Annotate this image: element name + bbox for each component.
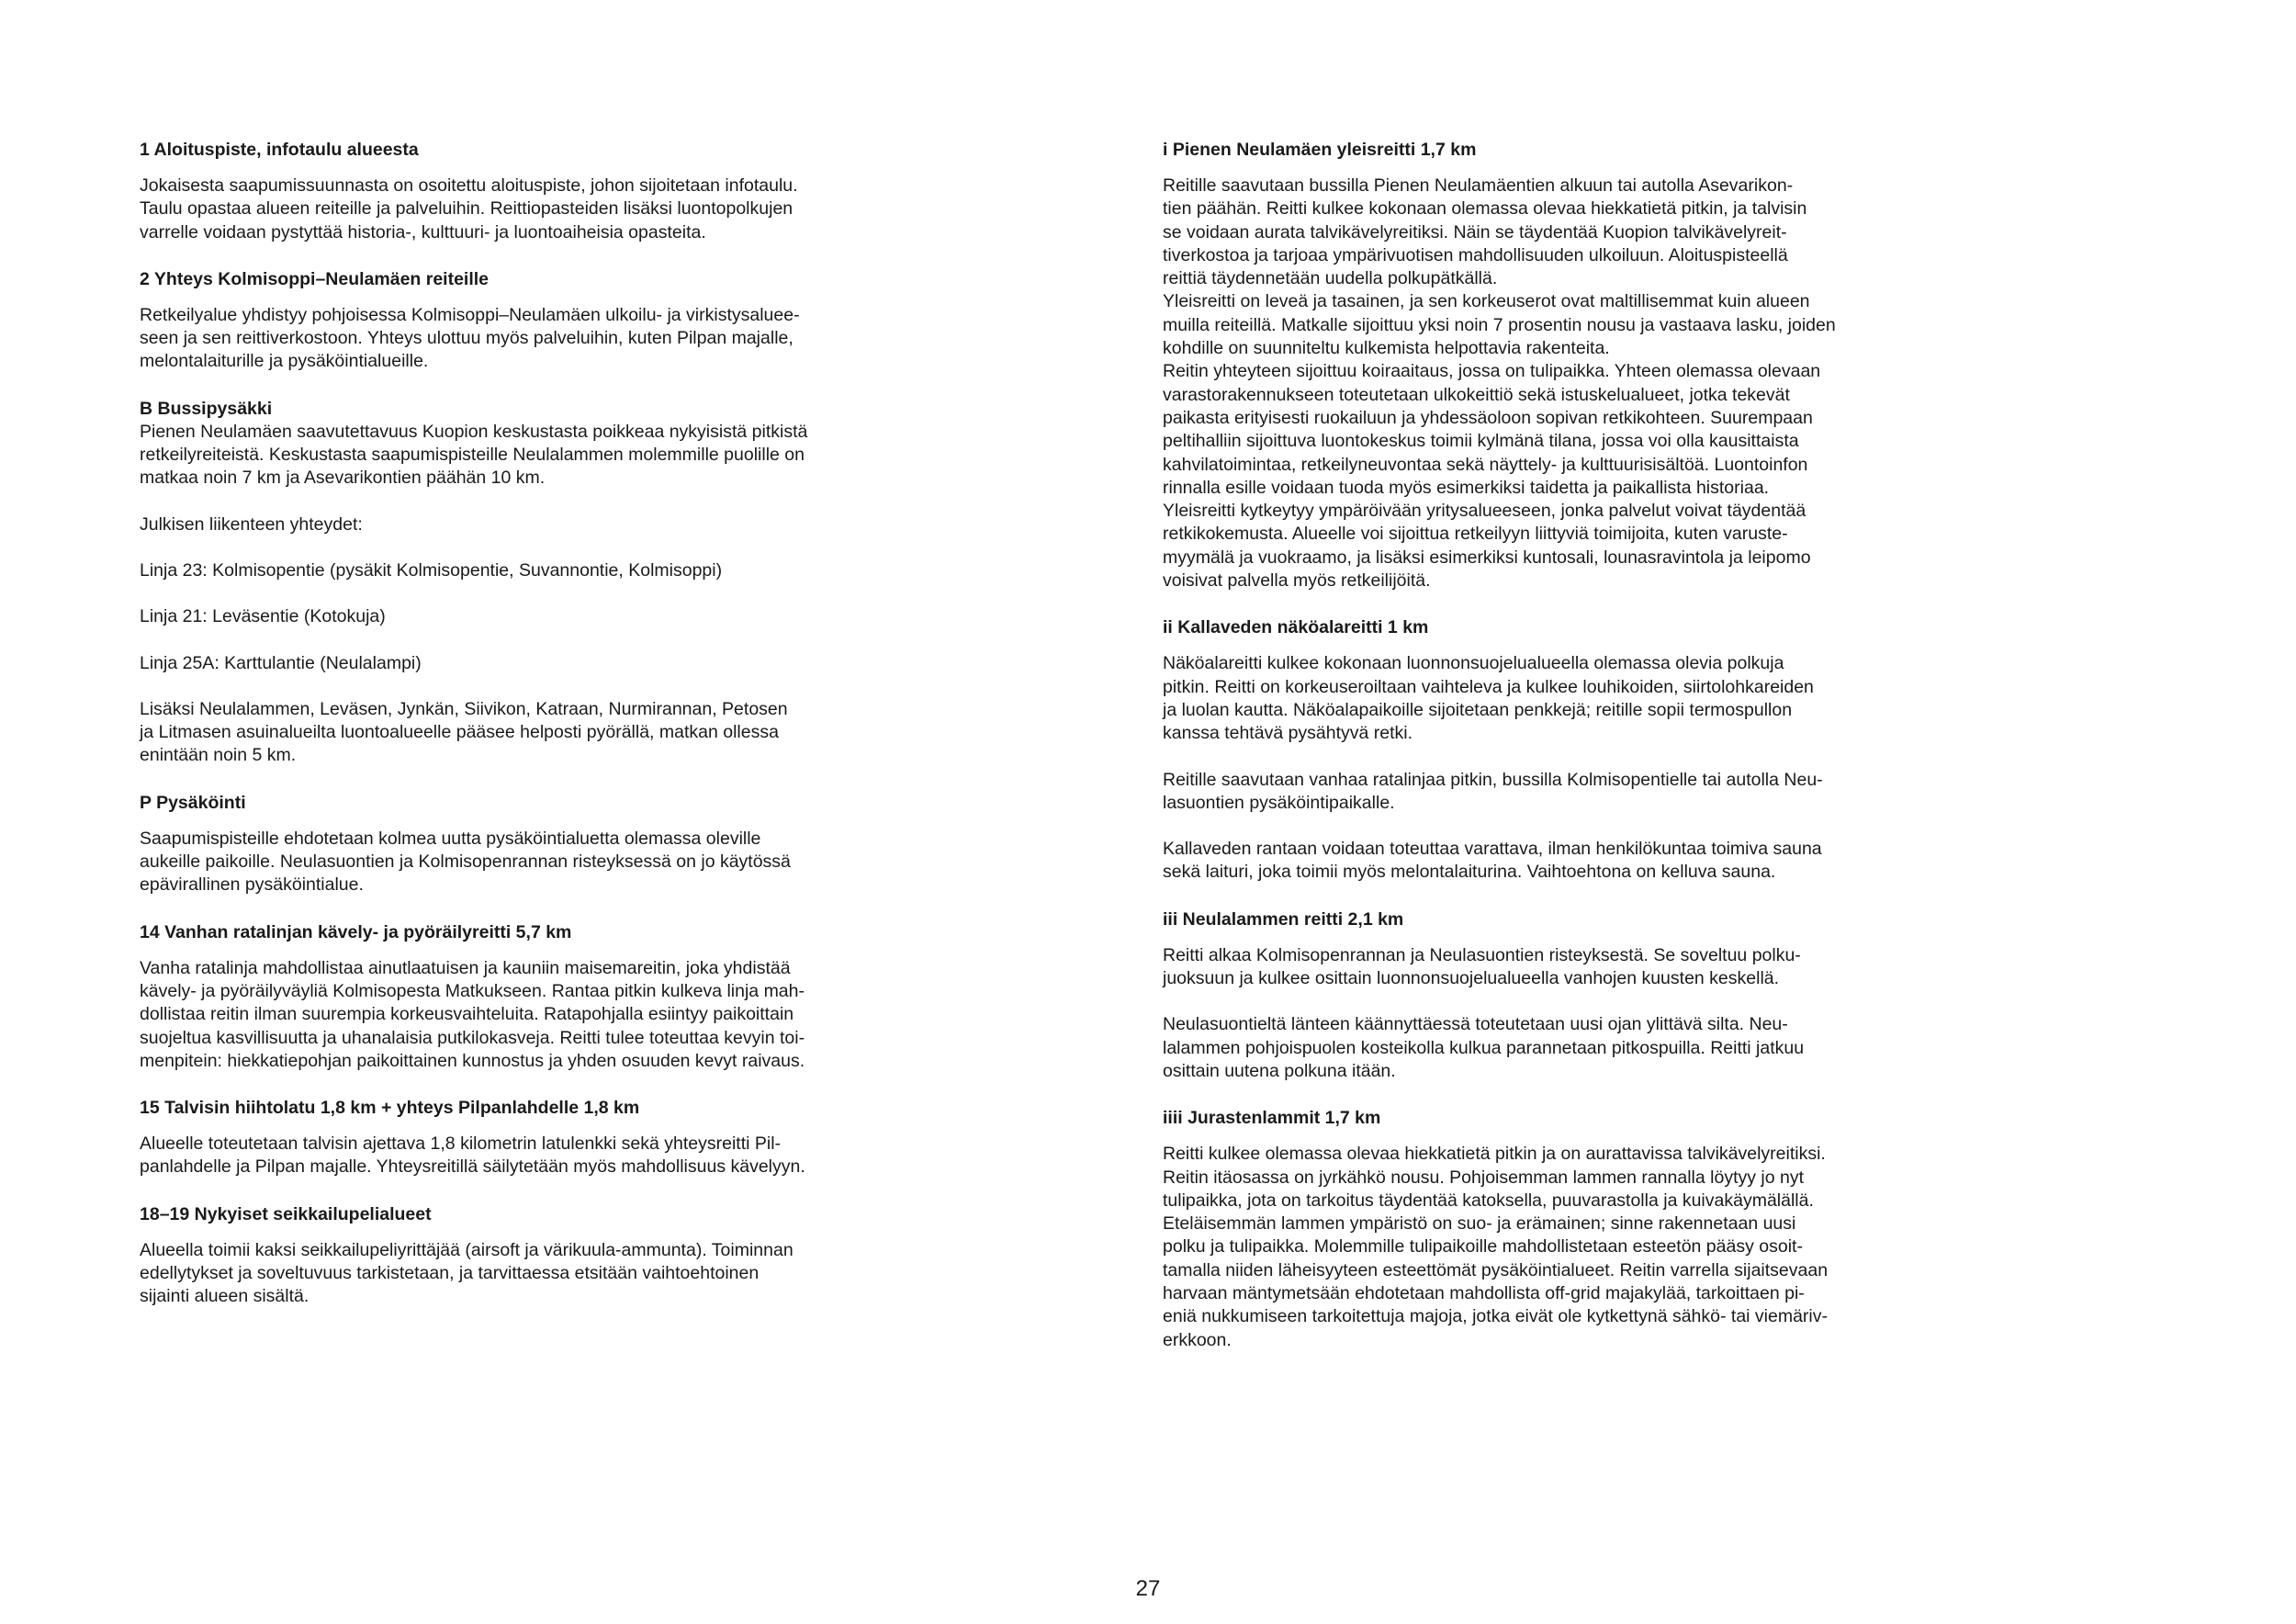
section-rii: [1163, 615, 1934, 884]
text-line: Vanha ratalinja mahdollistaa ainutlaatuisen ja kauniin maisemareitin, joka yhdistää: [140, 957, 791, 978]
text-line: melontalaiturille ja pysäköintialueille.: [140, 351, 429, 372]
section-s14: [140, 920, 902, 1073]
text-line: kohdille on suunniteltu kulkemista helpottavia rakenteita.: [1163, 338, 1610, 359]
section-sB: [140, 397, 902, 768]
text-line: dollistaa reitin ilman suurempia korkeusvaihteluita. Ratapohjalla esiintyy paikoittain: [140, 1004, 794, 1025]
section-s2: [140, 267, 902, 374]
text-line: Reitti alkaa Kolmisopenrannan ja Neulasuontien risteyksestä. Se soveltuu polku-: [1163, 944, 1801, 965]
section-s15: [140, 1096, 902, 1179]
text-line: harvaan mäntymetsään ehdotetaan mahdollista off-grid majakylää, tarkoittaen pi-: [1163, 1282, 1805, 1303]
right-column: [1163, 127, 1934, 1375]
section-ri: [1163, 138, 1934, 592]
text-line: se voidaan aurata talvikävelyreitiksi. Näin se täydentää Kuopion talvikävelyreit-: [1163, 221, 1787, 242]
section-heading: 1 Aloituspiste, infotaulu alueesta: [140, 140, 419, 160]
paragraph: [1163, 1013, 1934, 1083]
paragraph: [140, 698, 902, 768]
text-line: Retkeilyalue yhdistyy pohjoisessa Kolmisoppi–Neulamäen ulkoilu- ja virkistysaluee-: [140, 304, 800, 325]
paragraph: [1163, 652, 1934, 745]
text-line: varastorakennukseen toteutetaan ulkokeittiö sekä istuskelualueet, jotka tekevät: [1163, 384, 1790, 405]
text-line: tien päähän. Reitti kulkee kokonaan olemassa olevaa hiekkatietä pitkin, ja talvisin: [1163, 198, 1807, 220]
text-line: Pienen Neulamäen saavutettavuus Kuopion keskustasta poikkeaa nykyisistä pitkistä: [140, 421, 808, 442]
text-line: panlahdelle ja Pilpan majalle. Yhteysreitillä säilytetään myös mahdollisuus kävelyyn.: [140, 1156, 805, 1178]
paragraph: [140, 559, 902, 582]
text-line: Julkisen liikenteen yhteydet:: [140, 513, 363, 535]
section-heading: 15 Talvisin hiihtolatu 1,8 km + yhteys Pilpanlahdelle 1,8 km: [140, 1098, 640, 1119]
paragraph: [1163, 1143, 1934, 1352]
text-line: polku ja tulipaikka. Molemmille tulipaikoille mahdollistetaan esteetön pääsy osoit-: [1163, 1236, 1803, 1257]
text-line: retkikokemusta. Alueelle voi sijoittua retkeilyyn liittyviä toimijoita, kuten varuste-: [1163, 524, 1788, 545]
paragraph: [140, 1239, 902, 1309]
text-line: pitkin. Reitti on korkeuseroiltaan vaihteleva ja kulkee louhikoiden, siirtolohkareiden: [1163, 676, 1814, 697]
text-line: seen ja sen reittiverkostoon. Yhteys ulottuu myös palveluihin, kuten Pilpan majalle,: [140, 328, 793, 349]
section-heading: 2 Yhteys Kolmisoppi–Neulamäen reiteille: [140, 268, 490, 289]
text-line: muilla reiteillä. Matkalle sijoittuu yksi noin 7 prosentin nousu ja vastaava lasku, joiden: [1163, 314, 1836, 335]
text-line: enintään noin 5 km.: [140, 745, 297, 766]
text-line: Neulasuontieltä länteen käännyttäessä toteutetaan uusi ojan ylittävä silta. Neu-: [1163, 1014, 1788, 1035]
text-line: ja Litmasen asuinalueilta luontoalueelle pääsee helposti pyörällä, matkan ollessa: [140, 722, 779, 743]
section-heading: ii Kallaveden näköalareitti 1 km: [1163, 617, 1429, 638]
text-line: lasuontien pysäköintipaikalle.: [1163, 792, 1395, 813]
text-line: kanssa tehtävä pysähtyvä retki.: [1163, 723, 1413, 744]
text-line: matkaa noin 7 km ja Asevarikontien päähän 10 km.: [140, 468, 546, 489]
text-line: kävely- ja pyöräilyväyliä Kolmisopesta Matkukseen. Rantaa pitkin kulkeva linja mah-: [140, 980, 805, 1001]
text-line: peltihalliin sijoittuva luontokeskus toimii kylmänä tilana, jossa voi olla kausittaista: [1163, 431, 1799, 452]
text-line: epävirallinen pysäköintialue.: [140, 874, 364, 896]
text-line: reittiä täydennetään uudella polkupätkällä.: [1163, 268, 1498, 289]
section-s1: [140, 138, 902, 244]
text-line: Reitille saavutaan bussilla Pienen Neulamäentien alkuun tai autolla Asevarikon-: [1163, 175, 1794, 196]
text-line: tiverkostoa ja tarjoaa ympärivuotisen mahdollisuuden ulkoiluun. Aloituspisteellä: [1163, 244, 1788, 265]
text-line: juoksuun ja kulkee osittain luonnonsuojelualueella vanhojen kuusten keskellä.: [1163, 968, 1780, 989]
section-heading: i Pienen Neulamäen yleisreitti 1,7 km: [1163, 140, 1477, 160]
text-line: Saapumispisteille ehdotetaan kolmea uutta pysäköintialuetta olemassa oleville: [140, 828, 761, 849]
paragraph: [140, 957, 902, 1073]
section-heading: P Pysäköinti: [140, 792, 246, 813]
paragraph: [140, 421, 902, 491]
text-line: edellytykset ja soveltuvuus tarkistetaan, ja tarvittaessa etsitään vaihtoehtoinen: [140, 1263, 760, 1284]
section-sP: [140, 791, 902, 897]
text-line: sekä laituri, joka toimii myös melontalaiturina. Vaihtoehtona on kelluva sauna.: [1163, 862, 1776, 883]
text-line: Reitin itäosassa on jyrkähkö nousu. Pohjoisemman lammen rannalla löytyy jo nyt: [1163, 1167, 1805, 1188]
text-line: myymälä ja vuokraamo, ja lisäksi esimerkiksi kuntosali, lounasravintola ja leipomo: [1163, 547, 1811, 568]
text-line: suojeltua kasvillisuutta ja uhanalaisia putkilokasveja. Reitti tulee toteuttaa kevyin toi-: [140, 1027, 805, 1048]
text-line: Reitille saavutaan vanhaa ratalinjaa pitkin, bussilla Kolmisopentielle tai autolla Neu-: [1163, 769, 1823, 790]
section-s18: [140, 1202, 902, 1309]
text-line: Linja 23: Kolmisopentie (pysäkit Kolmisopentie, Suvannontie, Kolmisoppi): [140, 559, 723, 581]
text-line: Yleisreitti kytkeytyy ympäröivään yritysalueeseen, jonka palvelut voivat täydentää: [1163, 501, 1806, 522]
text-line: aukeille paikoille. Neulasuontien ja Kolmisopenrannan risteyksessä on jo käytössä: [140, 851, 791, 873]
text-line: Alueelle toteutetaan talvisin ajettava 1,8 kilometrin latulenkki sekä yhteysreitti Pil-: [140, 1133, 782, 1155]
text-line: Alueella toimii kaksi seikkailupeliyrittäjää (airsoft ja värikuula-ammunta). Toiminnan: [140, 1239, 793, 1260]
text-line: ja luolan kautta. Näköalapaikoille sijoitetaan penkkejä; reitille sopii termospullon: [1163, 699, 1793, 720]
page-number: 27: [1135, 1576, 1161, 1601]
section-riiii: [1163, 1106, 1934, 1352]
paragraph: [140, 513, 902, 536]
text-line: Reitti kulkee olemassa olevaa hiekkatietä pitkin ja on aurattavissa talvikävelyreitiksi.: [1163, 1144, 1826, 1165]
paragraph: [140, 304, 902, 374]
text-line: Näköalareitti kulkee kokonaan luonnonsuojelualueella olemassa olevia polkuja: [1163, 653, 1784, 674]
paragraph: [1163, 838, 1934, 885]
text-line: varrelle voidaan pystyttää historia-, kulttuuri- ja luontoaiheisia opasteita.: [140, 221, 706, 242]
paragraph: [140, 175, 902, 244]
section-heading: iii Neulalammen reitti 2,1 km: [1163, 908, 1404, 930]
section-heading: 14 Vanhan ratalinjan kävely- ja pyöräilyreitti 5,7 km: [140, 921, 572, 942]
text-line: voisivat palvella myös retkeilijöitä.: [1163, 570, 1431, 592]
paragraph: [140, 828, 902, 897]
text-line: Eteläisemmän lammen ympäristö on suo- ja erämainen; sinne rakennetaan uusi: [1163, 1213, 1796, 1235]
text-line: menpitein: hiekkatiepohjan paikoittainen kunnostus ja yhden osuuden kevyt raivaus.: [140, 1050, 805, 1071]
text-line: Linja 25A: Karttulantie (Neulalampi): [140, 652, 422, 673]
text-line: osittain uutena polkuna itään.: [1163, 1060, 1396, 1081]
text-line: Linja 21: Leväsentie (Kotokuja): [140, 606, 386, 627]
paragraph: [1163, 175, 1934, 592]
text-line: erkkoon.: [1163, 1329, 1232, 1350]
text-line: kahvilatoimintaa, retkeilyneuvontaa sekä näyttely- ja kulttuurisisältöä. Luontoinfon: [1163, 454, 1808, 475]
text-line: tamalla niiden läheisyyteen esteettömät pysäköintialueet. Reitin varrella sijaitsevaan: [1163, 1259, 1829, 1280]
text-line: retkeilyreiteistä. Keskustasta saapumispisteille Neulalammen molemmille puolille on: [140, 445, 805, 466]
section-riii: [1163, 908, 1934, 1083]
text-line: Jokaisesta saapumissuunnasta on osoitettu aloituspiste, johon sijoitetaan infotaulu.: [140, 175, 798, 196]
text-line: Reitin yhteyteen sijoittuu koiraaitaus, jossa on tulipaikka. Yhteen olemassa olevaan: [1163, 361, 1821, 382]
section-heading: 18–19 Nykyiset seikkailupelialueet: [140, 1203, 432, 1224]
paragraph: [140, 605, 902, 628]
paragraph: [140, 1133, 902, 1179]
text-line: tulipaikka, jota on tarkoitus täydentää katoksella, puuvarastolla ja kuivakäymälällä.: [1163, 1190, 1814, 1211]
text-line: Lisäksi Neulalammen, Leväsen, Jynkän, Siivikon, Katraan, Nurmirannan, Petosen: [140, 698, 788, 719]
paragraph: [140, 652, 902, 675]
paragraph: [1163, 769, 1934, 816]
text-line: lalammen pohjoispuolen kosteikolla kulkua parannetaan pitkospuilla. Reitti jatkuu: [1163, 1037, 1805, 1058]
text-line: Taulu opastaa alueen reiteille ja palveluihin. Reittiopasteiden lisäksi luontopolkujen: [140, 198, 793, 220]
text-line: rinnalla esille voidaan tuoda myös esimerkiksi taidetta ja paikallista historiaa.: [1163, 477, 1770, 498]
text-line: Kallaveden rantaan voidaan toteuttaa varattava, ilman henkilökuntaa toimiva sauna: [1163, 839, 1822, 860]
text-line: eniä nukkumiseen tarkoitettuja majoja, jotka eivät ole kytkettynä sähkö- tai viemäriv-: [1163, 1306, 1829, 1327]
text-line: Yleisreitti on leveä ja tasainen, ja sen korkeuserot ovat maltillisemmat kuin alueen: [1163, 291, 1810, 312]
section-heading: B Bussipysäkki: [140, 398, 273, 419]
paragraph: [1163, 944, 1934, 991]
text-line: paikasta erityisesti ruokailuun ja yhdessäoloon sopivan retkikohteen. Suurempaan: [1163, 407, 1813, 428]
left-column: [140, 127, 902, 1332]
section-heading: iiii Jurastenlammit 1,7 km: [1163, 1108, 1381, 1129]
text-line: sijainti alueen sisältä.: [140, 1286, 310, 1307]
